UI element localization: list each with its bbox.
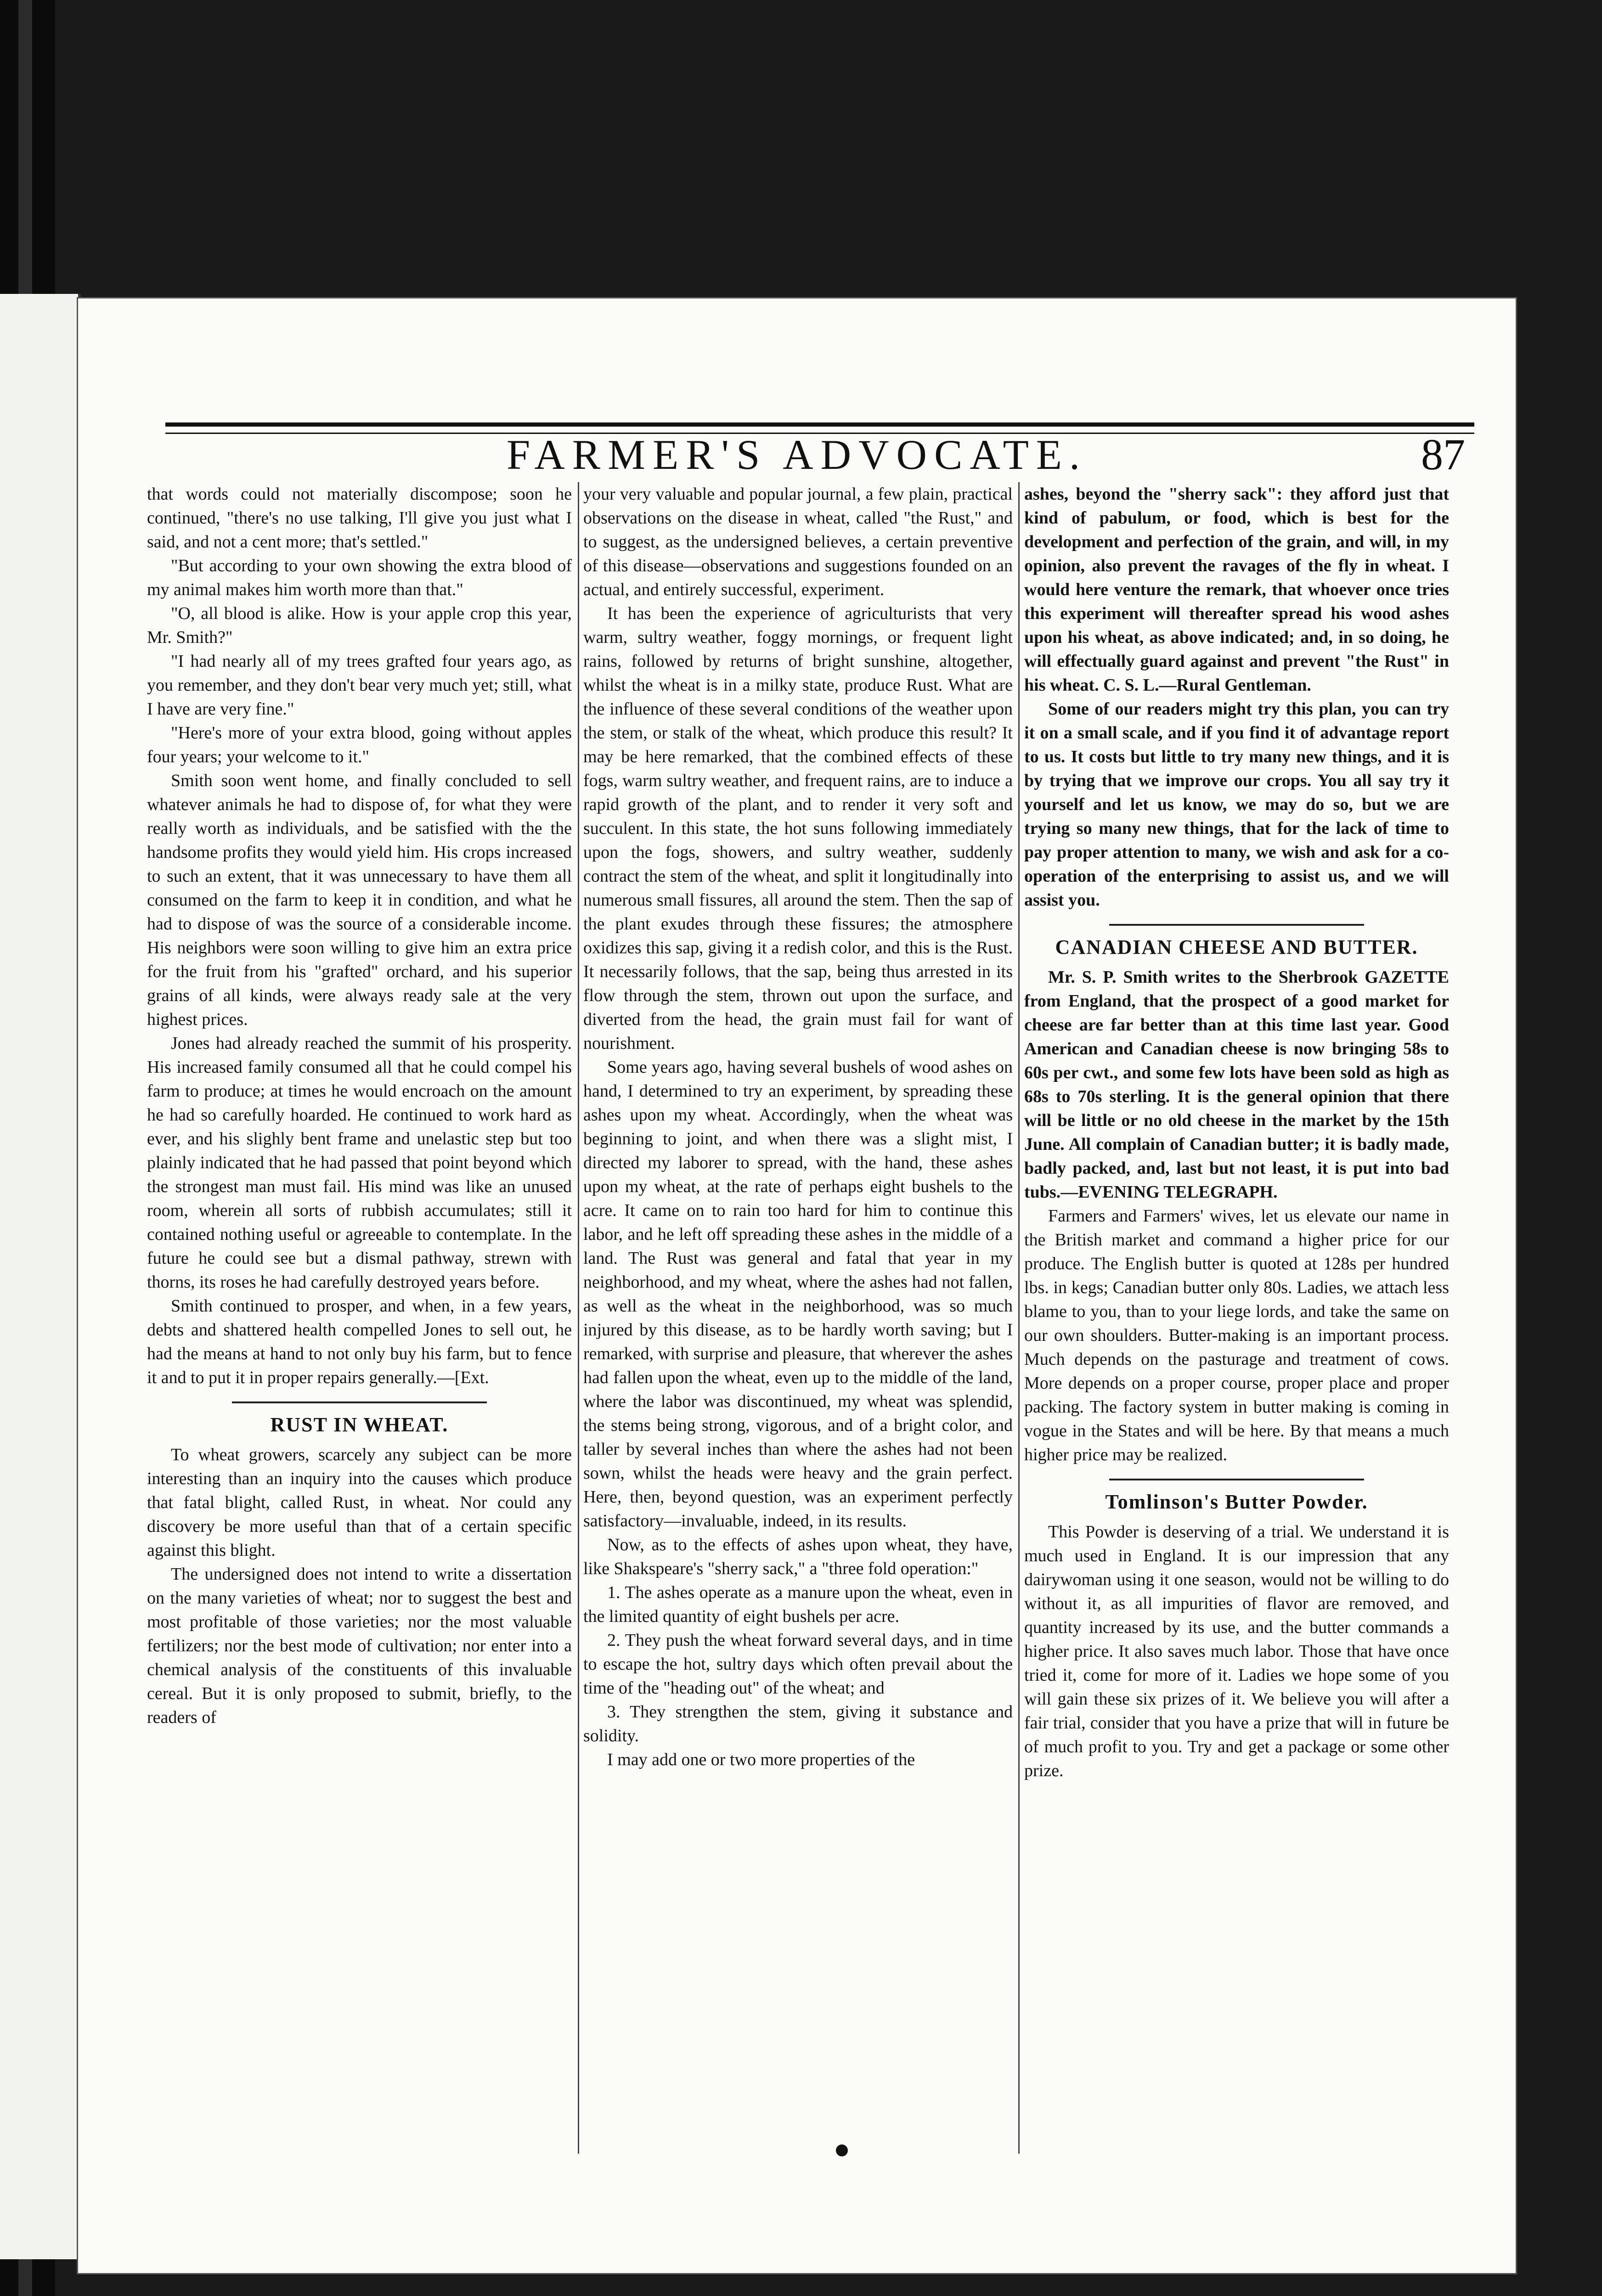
- paragraph: Farmers and Farmers' wives, let us elevate our name in the British market and command a higher price for our produce. The English butter is quoted at 128s per hundred lbs. in kegs; Canadian butter only 80s. Ladies, we attach less blame to you, than to your liege lords, and take the same on our own shoulders. Butter-making is an important process. Much depends on the pasturage and treatment of cows. More depends on a proper course, proper place and proper packing. The factory system in butter making is coming in vogue in the States and will be here. By that means a much higher price may be realized.: [1024, 1206, 1449, 1464]
- paragraph: 2. They push the wheat forward several days, and in time to escape the hot, sultry days which often prevail about the time of the "heading out" of the wheat; and: [583, 1631, 1013, 1698]
- paragraph: Smith soon went home, and finally concluded to sell whatever animals he had to dispose of, for what they were really worth as individuals, and be satisfied with the the handsome profits they would yield him. His crops increased to such an extent, that it was unnecessary to have them all consumed on the farm to keep it in condition, and what he had to dispose of was the source of a considerable income. His neighbors were soon willing to give him an extra price for the fruit from his "grafted" orchard, and his superior grains of all kinds, were always ready sale at the very highest prices.: [147, 771, 572, 1029]
- column-3: [1024, 482, 1449, 2154]
- paragraph: The undersigned does not intend to write a dissertation on the many varieties of wheat; nor to suggest the best and most profitable of those varieties; nor the most valuable fertilizers; nor the best mode of cultivation; nor enter into a chemical analysis of the constituents of this invaluable cereal. But it is only proposed to submit, briefly, to the readers of: [147, 1564, 572, 1727]
- article-heading: Tomlinson's Butter Powder.: [1105, 1491, 1368, 1513]
- previous-page-edge: [0, 294, 81, 2259]
- section-rule: [1109, 924, 1364, 926]
- paragraph: It has been the experience of agriculturists that very warm, sultry weather, foggy mornings, or frequent light rains, followed by returns of bright sunshine, altogether, whilst the wheat is in a milky state, produce Rust. What are the influence of these several conditions of the weather upon the stem, or stalk of the wheat, which produce this result? It may be here remarked, that the combined effects of these fogs, warm sultry weather, and frequent rains, are to induce a rapid growth of the plant, and to render it very soft and succulent. In this state, the hot suns following immediately upon the fogs, showers, and sultry weather, suddenly contract the stem of the wheat, and split it longitudinally into numerous small fissures, all around the stem. Then the sap of the plant exudes through these fissures; the atmosphere oxidizes this sap, giving it a redish color, and this is the Rust. It necessarily follows, that the sap, being thus arrested in its flow through the stem, thrown out upon the surface, and diverted from the head, the grain must fail for want of nourishment.: [583, 604, 1013, 1053]
- paragraph: Smith continued to prosper, and when, in a few years, debts and shattered health compelled Jones to sell out, he had the means at hand to not only buy his farm, but to fence it and to put it in proper repairs generally.—[Ext.: [147, 1296, 572, 1387]
- paragraph: "O, all blood is alike. How is your apple crop this year, Mr. Smith?": [147, 604, 572, 647]
- article-heading: RUST IN WHEAT.: [270, 1413, 449, 1436]
- paragraph: 3. They strengthen the stem, giving it substance and solidity.: [583, 1702, 1013, 1745]
- masthead-title: FARMER'S ADVOCATE.: [507, 431, 1087, 478]
- paragraph: "Here's more of your extra blood, going without apples four years; your welcome to it.": [147, 723, 572, 766]
- column-divider: [578, 482, 579, 2154]
- page-number: 87: [1421, 430, 1465, 479]
- paragraph: your very valuable and popular journal, a few plain, practical observations on the disease in wheat, called "the Rust," and to suggest, as the undersigned believes, a certain preventive of this disease—observations and suggestions founded on an actual, and entirely successful, experiment.: [583, 484, 1013, 599]
- column-2: [583, 482, 1013, 2154]
- newspaper-page: [78, 298, 1516, 2273]
- paragraph: This Powder is deserving of a trial. We understand it is much used in England. It is our impression that any dairywoman using it one season, would not be willing to do without it, as all impurities of flavor are removed, and quantity increased by its use, and the butter commands a higher price. It also saves much labor. Those that have once tried it, come for more of it. Ladies we hope some of you will gain these six prizes of it. We believe you will after a fair trial, consider that you have a prize that will in future be of much profit to you. Try and get a package or some other prize.: [1024, 1522, 1449, 1780]
- section-rule: [1109, 1479, 1364, 1480]
- column-1: [147, 482, 572, 2154]
- paragraph: Now, as to the effects of ashes upon wheat, they have, like Shakspeare's "sherry sack," a "three fold operation:": [583, 1535, 1013, 1578]
- ink-dot: [836, 2144, 848, 2156]
- paragraph: that words could not materially discompose; soon he continued, "there's no use talking, I'll give you just what I said, and not a cent more; that's settled.": [147, 484, 572, 551]
- section-rule: [232, 1401, 487, 1403]
- paragraph: "But according to your own showing the extra blood of my animal makes him worth more than that.": [147, 556, 572, 599]
- paragraph: Mr. S. P. Smith writes to the Sherbrook GAZETTE from England, that the prospect of a good market for cheese are far better than at this time last year. Good American and Canadian cheese is now bringing 58s to 60s per cwt., and some few lots have been sold as high as 68s to 70s sterling. It is the general opinion that there will be little or no old cheese in the market by the 15th June. All complain of Canadian butter; it is badly made, badly packed, and, last but not least, it is put into bad tubs.—EVENING TELEGRAPH.: [1024, 968, 1449, 1202]
- article-heading: CANADIAN CHEESE AND BUTTER.: [1055, 936, 1418, 958]
- paragraph: 1. The ashes operate as a manure upon the wheat, even in the limited quantity of eight bushels per acre.: [583, 1583, 1013, 1626]
- paragraph: I may add one or two more properties of the: [607, 1750, 915, 1769]
- paragraph: "I had nearly all of my trees grafted four years ago, as you remember, and they don't bear very much yet; still, what I have are very fine.": [147, 652, 572, 719]
- column-divider: [1018, 482, 1020, 2154]
- paragraph: Jones had already reached the summit of his prosperity. His increased family consumed all that he could compel his farm to produce; at times he would encroach on the amount he had so carefully hoarded. He continued to work hard as ever, and his slighly bent frame and unelastic step but too plainly indicated that he had passed that point beyond which the strongest man must fail. His mind was like an unused room, wherein all sorts of rubbish accumulates; still it contained nothing useful or agreeable to contemplate. In the future he could see but a dismal pathway, strewn with thorns, its roses he had carefully destroyed years before.: [147, 1034, 572, 1292]
- paragraph: Some years ago, having several bushels of wood ashes on hand, I determined to try an experiment, by spreading these ashes upon my wheat. Accordingly, when the wheat was beginning to joint, and when there was a slight mist, I directed my laborer to spread, with the hand, these ashes upon my wheat, at the rate of perhaps eight bushels to the acre. It came on to rain too hard for him to continue this labor, and he left off spreading these ashes in the middle of a land. The Rust was general and fatal that year in my neighborhood, and my wheat, where the ashes had not fallen, as well as the wheat in the neighborhood, was so much injured by this disease, as to be hardly worth saving; but I remarked, with surprise and pleasure, that wherever the ashes had fallen upon the wheat, even up to the middle of the land, where the labor was discontinued, my wheat was splendid, the stems being strong, vigorous, and of a bright color, and taller by several inches than where the ashes had not been sown, whilst the heads were heavy and the grain perfect. Here, then, beyond question, was an experiment perfectly satisfactory—invaluable, indeed, in its results.: [583, 1058, 1013, 1531]
- paragraph: Some of our readers might try this plan, you can try it on a small scale, and if you find it of advantage report to us. It costs but little to try many new things, and it is by trying that we improve our crops. You all say try it yourself and let us know, we may do so, but we are trying so many new things, that for the lack of time to pay proper attention to many, we wish and ask for a co-operation of the enterprising to assist us, and we will assist you.: [1024, 699, 1449, 910]
- paragraph: To wheat growers, scarcely any subject can be more interesting than an inquiry into the causes which produce that fatal blight, called Rust, in wheat. Nor could any discovery be more useful than that of a certain specific against this blight.: [147, 1445, 572, 1560]
- paragraph: ashes, beyond the "sherry sack": they afford just that kind of pabulum, or food, which is best for the development and perfection of the grain, and will, in my opinion, also prevent the ravages of the fly in wheat. I would here venture the remark, that whoever once tries this experiment will thereafter spread his wood ashes upon his wheat, as above indicated; and, in so doing, he will effectually guard against and prevent "the Rust" in his wheat. C. S. L.—Rural Gentleman.: [1024, 484, 1449, 695]
